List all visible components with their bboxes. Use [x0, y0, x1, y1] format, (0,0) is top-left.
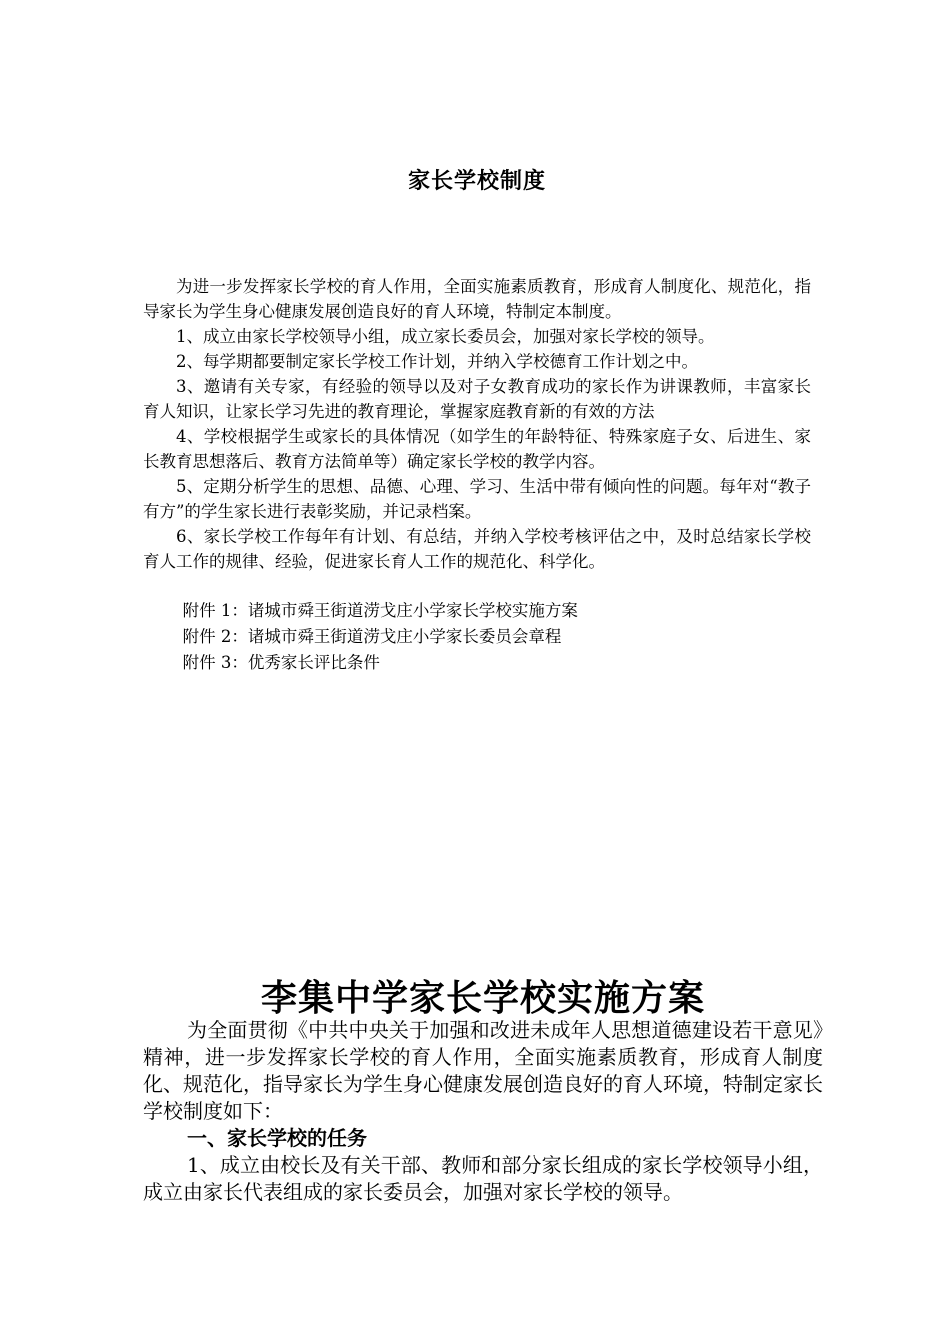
rule-item-3: 3、邀请有关专家，有经验的领导以及对子女教育成功的家长作为讲课教师，丰富家长育人知识，让家长学习先进的教育理论，掌握家庭教育新的有效的方法 [143, 377, 811, 421]
rule-item-5: 5、定期分析学生的思想、品德、心理、学习、生活中带有倾向性的问题。每年对“教子有方”的学生家长进行表彰奖励，并记录档案。 [143, 477, 811, 521]
plan-item-1: 1、成立由校长及有关干部、教师和部分家长组成的家长学校领导小组，成立由家长代表组成的家长委员会，加强对家长学校的领导。 [143, 1153, 823, 1204]
rule-item-4: 4、学校根据学生或家长的具体情况（如学生的年龄特征、特殊家庭子女、后进生、家长教育思想落后、教育方法简单等）确定家长学校的教学内容。 [143, 427, 811, 471]
attachment-item-3: 附件 3：优秀家长评比条件 [182, 653, 380, 672]
attachment-item-2: 附件 2：诸城市舜王街道涝戈庄小学家长委员会章程 [182, 627, 562, 646]
rule-item-2: 2、每学期都要制定家长学校工作计划，并纳入学校德育工作计划之中。 [176, 352, 698, 371]
plan-body [143, 1017, 823, 1206]
attachments-list [143, 598, 811, 676]
attachment-item-1: 附件 1：诸城市舜王街道涝戈庄小学家长学校实施方案 [182, 601, 578, 620]
plan-intro-paragraph: 为全面贯彻《中共中央关于加强和改进未成年人思想道德建设若干意见》精神，进一步发挥家长学校的育人作用，全面实施素质教育，形成育人制度化、规范化，指导家长为学生身心健康发展创造良好的育人环境，特制定家长学校制度如下： [143, 1018, 823, 1123]
section-title: 李集中学家长学校实施方案 [260, 977, 705, 1019]
section-heading: 一、家长学校的任务 [187, 1126, 367, 1150]
rule-item-6: 6、家长学校工作每年有计划、有总结，并纳入学校考核评估之中，及时总结家长学校育人工作的规律、经验，促进家长育人工作的规范化、科学化。 [143, 527, 811, 571]
page-title: 家长学校制度 [407, 168, 546, 194]
intro-paragraph: 为进一步发挥家长学校的育人作用，全面实施素质教育，形成育人制度化、规范化，指导家长为学生身心健康发展创造良好的育人环境，特制定本制度。 [143, 277, 811, 321]
rule-item-1: 1、成立由家长学校领导小组，成立家长委员会，加强对家长学校的领导。 [176, 327, 715, 346]
regulation-body [143, 274, 811, 574]
